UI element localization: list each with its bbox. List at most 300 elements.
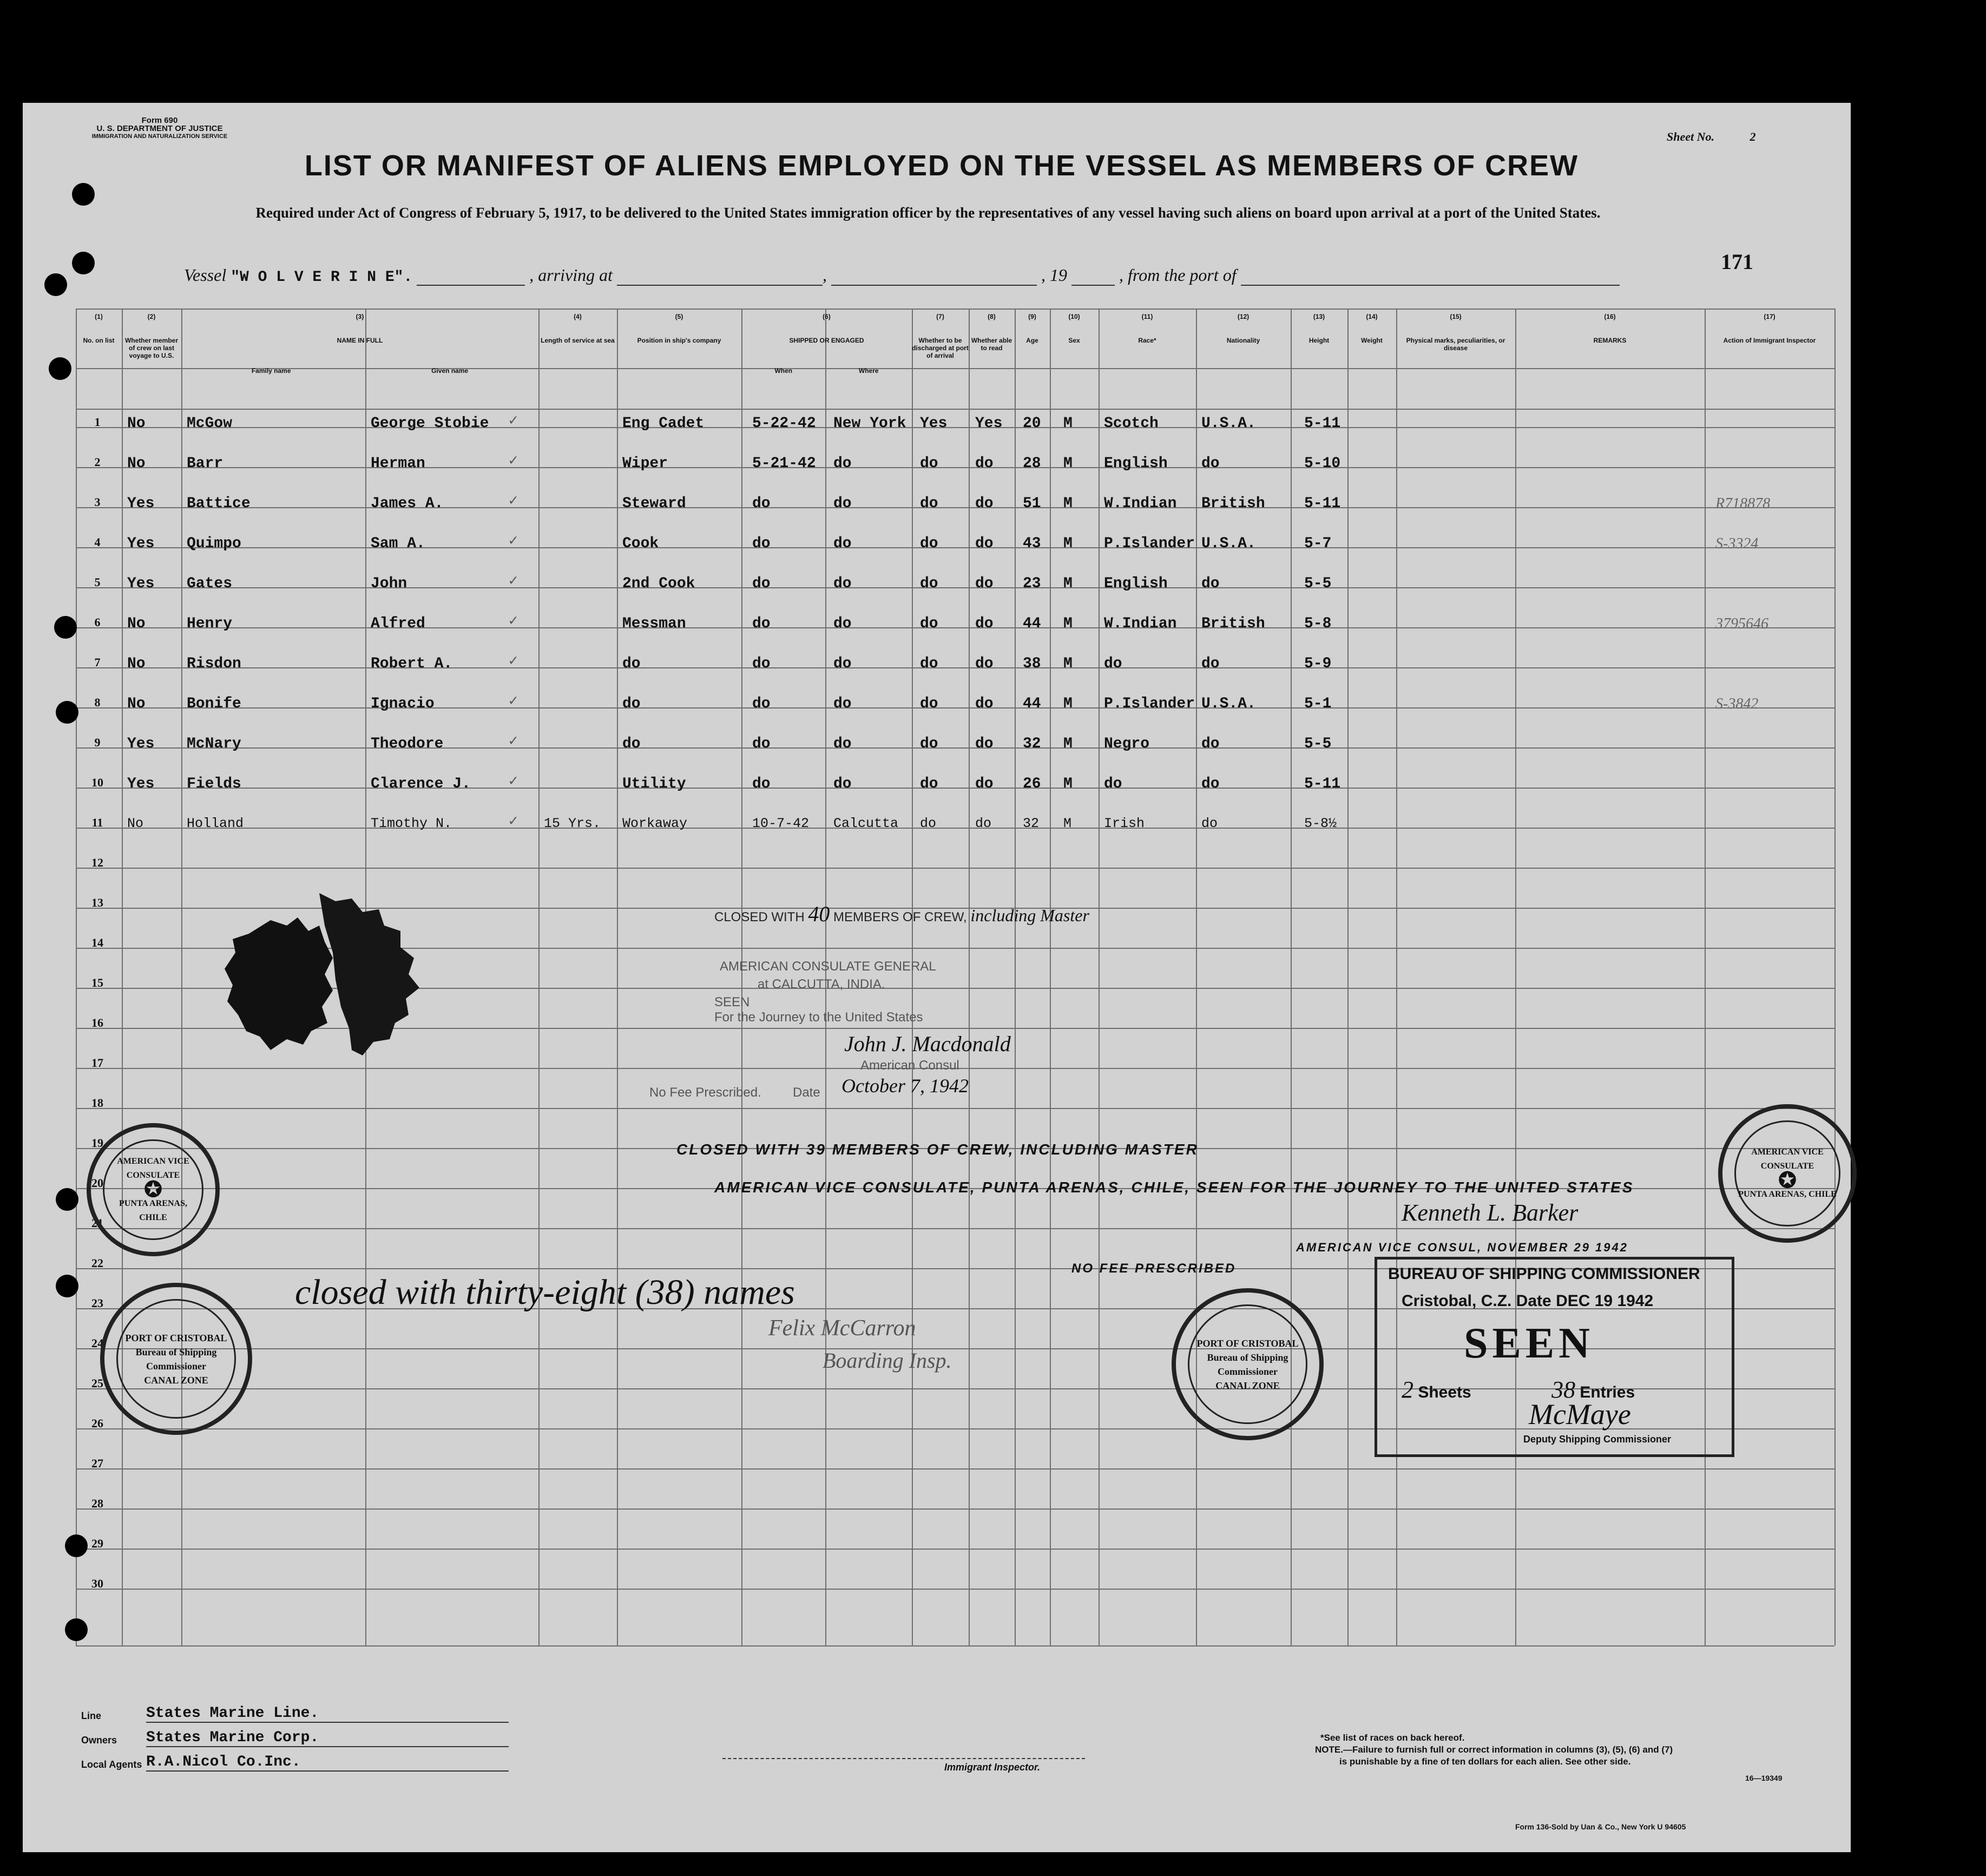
- form-id: Form 690: [141, 116, 178, 125]
- position-cell: do: [622, 655, 641, 672]
- table-row-rule: [76, 1645, 1834, 1647]
- footer-printer: Form 136-Sold by Uan & Co., New York U 94605: [1515, 1822, 1686, 1831]
- table-column-rule: [122, 309, 123, 1645]
- table-column-rule: [741, 309, 742, 1645]
- race-cell: Scotch: [1104, 415, 1159, 432]
- column-number: (2): [147, 313, 156, 320]
- inspector-signature-line: [722, 1758, 1085, 1759]
- sex-cell: M: [1063, 776, 1073, 792]
- footer-line-value: States Marine Line.: [146, 1705, 509, 1723]
- race-cell: W.Indian: [1104, 615, 1177, 632]
- column-label: REMARKS: [1593, 337, 1627, 344]
- given-name-cell: James A.: [371, 495, 444, 512]
- calcutta-stamp-line3: SEEN: [714, 995, 750, 1009]
- discharge-cell: do: [920, 736, 938, 752]
- row-number: 12: [91, 856, 103, 869]
- page-subtitle: Required under Act of Congress of February 5, 1917, to be delivered to the United States immigration officer by the representatives of any vessel having such aliens on board upon arrival at a port of the United States.: [255, 205, 1601, 221]
- service-length-cell: 15 Yrs.: [544, 816, 601, 831]
- row-number: 2: [94, 455, 101, 469]
- column-header: [1347, 313, 1396, 344]
- sex-cell: M: [1063, 415, 1073, 432]
- footer-note-star: *See list of races on back hereof.: [1320, 1733, 1465, 1743]
- shipped-where-cell: do: [833, 455, 852, 472]
- column-header: [1099, 313, 1196, 344]
- row-number: 9: [94, 736, 101, 749]
- height-cell: 5-7: [1304, 535, 1332, 552]
- page-title: LIST OR MANIFEST OF ALIENS EMPLOYED ON THE VESSEL AS MEMBERS OF CREW: [304, 149, 1579, 182]
- row-number: 3: [94, 495, 101, 509]
- family-name-cell: McGow: [187, 415, 233, 432]
- can-read-cell: do: [975, 455, 994, 472]
- check-icon: ✓: [509, 733, 518, 750]
- height-cell: 5-5: [1304, 736, 1332, 752]
- footer-owners-value: States Marine Corp.: [146, 1729, 509, 1747]
- nationality-cell: do: [1201, 455, 1220, 472]
- prev-voyage-cell: No: [127, 615, 146, 632]
- cristobal-signature: Felix McCarron: [768, 1316, 916, 1341]
- position-cell: do: [622, 736, 641, 752]
- table-column-rule: [1196, 309, 1197, 1645]
- bureau-date-label: Cristobal, C.Z. Date: [1402, 1292, 1551, 1310]
- footer-note-2: is punishable by a fine of ten dollars for each alien. See other side.: [1339, 1756, 1631, 1767]
- calcutta-stamp-line2: at CALCUTTA, INDIA.: [758, 977, 885, 992]
- form-header-left: [62, 116, 257, 141]
- given-name-cell: Herman: [371, 455, 425, 472]
- column-label: Whether to be discharged at port of arrival: [912, 337, 969, 359]
- nationality-cell: British: [1201, 495, 1265, 512]
- entries-label: Entries: [1580, 1383, 1635, 1401]
- shipped-when-cell: do: [752, 535, 771, 552]
- shipped-where-cell: do: [833, 615, 852, 632]
- column-header: [741, 313, 912, 375]
- bureau-title: Deputy Shipping Commissioner: [1523, 1434, 1672, 1445]
- shipped-where-cell: do: [833, 696, 852, 712]
- calcutta-stamp-line4: For the Journey to the United States: [714, 1010, 923, 1025]
- discharge-cell: do: [920, 455, 938, 472]
- column-number: (13): [1313, 313, 1325, 320]
- column-number: (11): [1141, 313, 1153, 320]
- row-number: 8: [94, 696, 101, 709]
- shipped-where-cell: do: [833, 535, 852, 552]
- table-row-rule: [76, 1228, 1834, 1229]
- check-icon: ✓: [509, 413, 518, 430]
- column-number: (10): [1068, 313, 1080, 320]
- height-cell: 5-10: [1304, 455, 1341, 472]
- footer-agents-label: Local Agents: [81, 1759, 142, 1770]
- sex-cell: M: [1063, 455, 1073, 472]
- nationality-cell: do: [1201, 776, 1220, 792]
- table-column-rule: [1291, 309, 1292, 1645]
- race-cell: Irish: [1104, 816, 1145, 831]
- inspector-label: Immigrant Inspector.: [944, 1762, 1041, 1773]
- footer-line-label: Line: [81, 1710, 102, 1721]
- sheets-label: Sheets: [1418, 1383, 1471, 1401]
- closed-40-tail: MEMBERS OF CREW,: [833, 910, 967, 924]
- shipped-where-cell: do: [833, 776, 852, 792]
- table-column-rule: [969, 309, 970, 1645]
- seal-center: [1734, 1120, 1840, 1226]
- row-number: 20: [91, 1176, 103, 1190]
- age-cell: 28: [1023, 455, 1041, 472]
- inspector-action-cell: R718878: [1715, 495, 1771, 512]
- table-row-rule: [76, 747, 1834, 749]
- column-number: (7): [936, 313, 944, 320]
- vessel-name: "W O L V E R I N E".: [231, 269, 413, 286]
- table-row-rule: [76, 427, 1834, 428]
- nationality-cell: do: [1201, 575, 1220, 592]
- table-column-rule: [912, 309, 913, 1645]
- row-number: 28: [91, 1497, 103, 1510]
- port-cristobal-seal-right: [1172, 1288, 1324, 1440]
- prev-voyage-cell: No: [127, 696, 146, 712]
- check-icon: ✓: [509, 493, 518, 510]
- family-name-cell: Quimpo: [187, 535, 241, 552]
- footer-note-1: NOTE.—Failure to furnish full or correct information in columns (3), (5), (6) and (7): [1315, 1744, 1673, 1755]
- closed-39-text: CLOSED WITH 39 MEMBERS OF CREW, INCLUDING MASTER: [676, 1141, 1199, 1158]
- position-cell: Cook: [622, 535, 659, 552]
- position-cell: 2nd Cook: [622, 575, 695, 592]
- closed-40-text: [714, 901, 1089, 927]
- bureau-stamp: [1375, 1257, 1734, 1457]
- column-number: (1): [95, 313, 103, 320]
- nationality-cell: British: [1201, 615, 1265, 632]
- family-name-cell: Bonife: [187, 696, 241, 712]
- sheet-label: Sheet No.: [1667, 130, 1714, 143]
- table-row-rule: [76, 547, 1834, 548]
- seal-center-text: Bureau of Shipping Commissioner: [1207, 1352, 1288, 1377]
- shipped-when-cell: do: [752, 696, 771, 712]
- vice-consulate-seal-left: [87, 1123, 220, 1256]
- table-row-rule: [76, 587, 1834, 588]
- row-number: 24: [91, 1336, 103, 1350]
- shipped-where-cell: do: [833, 655, 852, 672]
- shipped-where-cell: New York: [833, 415, 906, 432]
- family-name-cell: Fields: [187, 776, 241, 792]
- eagle-icon: ✪: [1778, 1168, 1797, 1192]
- family-name-cell: Risdon: [187, 655, 241, 672]
- table-row-rule: [76, 1549, 1834, 1550]
- position-cell: Workaway: [622, 816, 688, 831]
- row-number: 22: [91, 1256, 103, 1270]
- punch-hole: [56, 1188, 78, 1211]
- sex-cell: M: [1063, 495, 1073, 512]
- sex-cell: M: [1063, 535, 1073, 552]
- arriving-label: , arriving at: [529, 265, 613, 285]
- shipped-when-cell: do: [752, 615, 771, 632]
- column-label: SHIPPED OR ENGAGED: [789, 337, 864, 344]
- can-read-cell: do: [975, 736, 994, 752]
- no-fee-1: No Fee Prescribed.: [649, 1085, 761, 1100]
- discharge-cell: do: [920, 495, 938, 512]
- column-number: (14): [1366, 313, 1378, 320]
- shipped-when-cell: 10-7-42: [752, 816, 810, 831]
- nationality-cell: U.S.A.: [1201, 415, 1256, 432]
- shipped-when-cell: do: [752, 495, 771, 512]
- age-cell: 38: [1023, 655, 1041, 672]
- given-name-cell: Robert A.: [371, 655, 453, 672]
- table-row-rule: [76, 1508, 1834, 1510]
- seal-center-text: Bureau of Shipping Commissioner: [135, 1346, 217, 1372]
- column-label: Action of Immigrant Inspector: [1723, 337, 1816, 344]
- column-label: Length of service at sea: [541, 337, 615, 344]
- nationality-cell: do: [1201, 816, 1218, 831]
- column-number: (15): [1450, 313, 1462, 320]
- inspector-action-cell: S-3842: [1715, 696, 1759, 712]
- given-name-cell: Alfred: [371, 615, 425, 632]
- vice-consul-title: AMERICAN VICE CONSUL, NOVEMBER 29 1942: [1296, 1241, 1628, 1254]
- port-cristobal-seal-left: [100, 1283, 252, 1435]
- column-header: [538, 313, 617, 344]
- vice-consulate-seal-right: [1718, 1104, 1857, 1243]
- calcutta-date: October 7, 1942: [841, 1075, 969, 1097]
- column-header: [1396, 313, 1515, 352]
- shipped-when-cell: do: [752, 736, 771, 752]
- row-number: 25: [91, 1376, 103, 1390]
- age-cell: 44: [1023, 615, 1041, 632]
- race-cell: do: [1104, 776, 1122, 792]
- seal-bottom-text: CANAL ZONE: [144, 1374, 208, 1386]
- nationality-cell: do: [1201, 655, 1220, 672]
- position-cell: Utility: [622, 776, 686, 792]
- family-name-cell: Battice: [187, 495, 251, 512]
- can-read-cell: do: [975, 615, 994, 632]
- punch-hole: [72, 252, 95, 274]
- discharge-cell: do: [920, 535, 938, 552]
- prev-voyage-cell: Yes: [127, 535, 155, 552]
- table-column-rule: [617, 309, 618, 1645]
- prev-voyage-cell: No: [127, 655, 146, 672]
- footer-form-code: 16—19349: [1745, 1774, 1783, 1782]
- column-label: Sex: [1068, 337, 1080, 344]
- cristobal-signature-title: Boarding Insp.: [823, 1348, 952, 1373]
- sex-cell: M: [1063, 736, 1073, 752]
- seal-center: [103, 1139, 203, 1240]
- table-column-rule: [1834, 309, 1836, 1645]
- column-header: [122, 313, 181, 359]
- age-cell: 44: [1023, 696, 1041, 712]
- bureau-line2: [1402, 1292, 1653, 1310]
- footer-owners-label: Owners: [81, 1735, 117, 1746]
- shipped-when-cell: do: [752, 655, 771, 672]
- row-number: 1: [94, 415, 101, 429]
- punch-hole: [56, 1275, 78, 1297]
- height-cell: 5-11: [1304, 415, 1341, 432]
- given-name-cell: Clarence J.: [371, 776, 471, 792]
- check-icon: ✓: [509, 453, 518, 470]
- check-icon: ✓: [509, 533, 518, 550]
- row-number: 7: [94, 655, 101, 669]
- table-column-rule: [1015, 309, 1016, 1645]
- shipped-when-cell: do: [752, 575, 771, 592]
- table-row-rule: [76, 409, 1834, 410]
- column-subheader: Where: [858, 367, 879, 375]
- table-row-rule: [76, 828, 1834, 829]
- date-label: Date: [793, 1085, 820, 1100]
- discharge-cell: do: [920, 615, 938, 632]
- seal-bottom-text: CANAL ZONE: [1215, 1380, 1280, 1391]
- height-cell: 5-8½: [1304, 816, 1337, 831]
- punch-hole: [54, 616, 77, 639]
- seal-ring-text: AMERICAN VICE CONSULATE: [117, 1157, 189, 1180]
- column-label: Whether member of crew on last voyage to U.S.: [124, 337, 179, 359]
- row-number: 29: [91, 1537, 103, 1550]
- column-label: No. on list: [83, 337, 115, 344]
- page-number: 171: [1721, 250, 1753, 274]
- family-name-cell: Henry: [187, 615, 233, 632]
- given-name-cell: John: [371, 575, 407, 592]
- table-row-rule: [76, 868, 1834, 869]
- check-icon: ✓: [509, 653, 518, 670]
- closed-38-text: closed with thirty-eight (38) names: [295, 1272, 795, 1312]
- can-read-cell: do: [975, 535, 994, 552]
- table-column-rule: [1050, 309, 1051, 1645]
- given-name-cell: Theodore: [371, 736, 444, 752]
- row-number: 23: [91, 1296, 103, 1310]
- column-number: (16): [1604, 313, 1616, 320]
- given-name-cell: Ignacio: [371, 696, 435, 712]
- sex-cell: M: [1063, 575, 1073, 592]
- prev-voyage-cell: No: [127, 816, 144, 831]
- column-header: [1196, 313, 1291, 344]
- bureau-signature: McMaye: [1529, 1398, 1631, 1431]
- discharge-cell: do: [920, 575, 938, 592]
- age-cell: 20: [1023, 415, 1041, 432]
- shipped-when-cell: do: [752, 776, 771, 792]
- column-number: (6): [823, 313, 831, 320]
- column-header: [1291, 313, 1347, 344]
- height-cell: 5-11: [1304, 495, 1341, 512]
- column-header: [181, 313, 538, 375]
- age-cell: 32: [1023, 736, 1041, 752]
- service: IMMIGRATION AND NATURALIZATION SERVICE: [91, 133, 228, 140]
- sex-cell: M: [1063, 816, 1072, 831]
- punta-arenas-text: AMERICAN VICE CONSULATE, PUNTA ARENAS, CHILE, SEEN FOR THE JOURNEY TO THE UNITED STATES: [714, 1179, 1634, 1196]
- table-row-rule: [76, 627, 1834, 628]
- column-label: Whether able to read: [971, 337, 1012, 352]
- family-name-cell: Barr: [187, 455, 223, 472]
- closed-40-count: 40: [808, 902, 830, 926]
- prev-voyage-cell: No: [127, 415, 146, 432]
- shipped-when-cell: 5-22-42: [752, 415, 816, 432]
- family-name-cell: McNary: [187, 736, 241, 752]
- seal-ring-text: PORT OF CRISTOBAL: [125, 1332, 227, 1343]
- discharge-cell: do: [920, 816, 937, 831]
- table-row-rule: [76, 467, 1834, 468]
- table-column-rule: [1099, 309, 1100, 1645]
- can-read-cell: do: [975, 575, 994, 592]
- vice-consul-signature: Kenneth L. Barker: [1402, 1199, 1579, 1226]
- height-cell: 5-9: [1304, 655, 1332, 672]
- discharge-cell: do: [920, 696, 938, 712]
- table-row-rule: [76, 1589, 1834, 1590]
- closed-40-label: CLOSED WITH: [714, 910, 805, 924]
- check-icon: ✓: [509, 573, 518, 590]
- row-number: 15: [91, 976, 103, 989]
- height-cell: 5-5: [1304, 575, 1332, 592]
- can-read-cell: do: [975, 655, 994, 672]
- column-number: (4): [574, 313, 582, 320]
- table-row-rule: [76, 309, 1834, 310]
- age-cell: 32: [1023, 816, 1040, 831]
- column-number: (17): [1764, 313, 1775, 320]
- row-number: 6: [94, 615, 101, 629]
- age-cell: 26: [1023, 776, 1041, 792]
- sex-cell: M: [1063, 655, 1073, 672]
- position-cell: Messman: [622, 615, 686, 632]
- discharge-cell: Yes: [920, 415, 948, 432]
- table-row-rule: [76, 788, 1834, 789]
- seal-bottom-text: PUNTA ARENAS, CHILE: [1738, 1190, 1837, 1199]
- column-subheaders: [181, 367, 538, 375]
- column-label: Physical marks, peculiarities, or disease: [1406, 337, 1505, 352]
- height-cell: 5-1: [1304, 696, 1332, 712]
- department: U. S. DEPARTMENT OF JUSTICE: [96, 124, 223, 133]
- column-subheader: Given name: [431, 367, 469, 375]
- entries-count: 38: [1551, 1376, 1576, 1403]
- check-icon: ✓: [509, 814, 518, 830]
- family-name-cell: Gates: [187, 575, 233, 592]
- given-name-cell: Timothy N.: [371, 816, 452, 831]
- column-number: (3): [356, 313, 364, 320]
- discharge-cell: do: [920, 655, 938, 672]
- prev-voyage-cell: Yes: [127, 776, 155, 792]
- eagle-icon: ✪: [144, 1177, 162, 1202]
- row-number: 18: [91, 1096, 103, 1110]
- column-header: [617, 313, 741, 344]
- sheet-number: [1667, 130, 1756, 144]
- seal-ring-text: AMERICAN VICE CONSULATE: [1751, 1147, 1824, 1171]
- sex-cell: M: [1063, 615, 1073, 632]
- row-number: 21: [91, 1216, 103, 1230]
- column-subheader: When: [774, 367, 793, 375]
- height-cell: 5-8: [1304, 615, 1332, 632]
- row-number: 26: [91, 1416, 103, 1430]
- shipped-where-cell: Calcutta: [833, 816, 899, 831]
- shipped-where-cell: do: [833, 575, 852, 592]
- column-label: Race*: [1138, 337, 1156, 344]
- race-cell: English: [1104, 455, 1168, 472]
- closed-40-hand: including Master: [970, 906, 1089, 925]
- position-cell: Wiper: [622, 455, 668, 472]
- row-number: 11: [91, 816, 103, 829]
- sheet-value: 2: [1750, 130, 1756, 143]
- table-column-rule: [181, 309, 182, 1645]
- sex-cell: M: [1063, 696, 1073, 712]
- seal-center: [1188, 1304, 1307, 1424]
- column-number: (5): [675, 313, 683, 320]
- check-icon: ✓: [509, 693, 518, 710]
- bureau-date: DEC 19 1942: [1556, 1292, 1654, 1310]
- column-label: Nationality: [1226, 337, 1260, 344]
- punch-hole: [44, 273, 67, 296]
- family-name-cell: Holland: [187, 816, 244, 831]
- punch-hole: [72, 183, 95, 206]
- can-read-cell: do: [975, 816, 992, 831]
- column-header: [1015, 313, 1050, 344]
- calcutta-signature: John J. Macdonald: [844, 1032, 1011, 1056]
- row-number: 27: [91, 1457, 103, 1470]
- given-name-cell: George Stobie: [371, 415, 489, 432]
- punch-hole: [65, 1618, 88, 1641]
- table-row-rule: [76, 667, 1834, 668]
- check-icon: ✓: [509, 613, 518, 630]
- nationality-cell: U.S.A.: [1201, 535, 1256, 552]
- shipped-where-cell: do: [833, 495, 852, 512]
- sheets-count: 2: [1402, 1376, 1413, 1403]
- prev-voyage-cell: No: [127, 455, 146, 472]
- prev-voyage-cell: Yes: [127, 495, 155, 512]
- seal-ring-text: PORT OF CRISTOBAL: [1196, 1337, 1299, 1349]
